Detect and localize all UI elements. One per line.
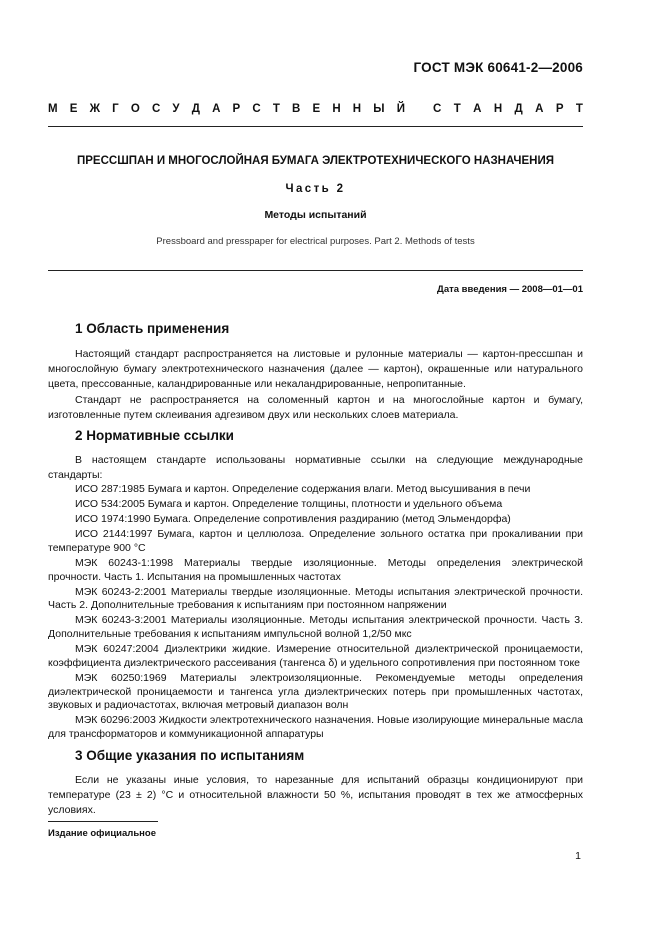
- official-edition-label: Издание официальное: [48, 828, 156, 839]
- footer-rule: [48, 821, 158, 822]
- reference-item: МЭК 60243-3:2001 Материалы изоляционные. Методы испытания электрической прочности. Часть 3. Дополнительные требования к испытаниям импульсной волной 1,2/50 мкс: [48, 614, 583, 641]
- standard-code: ГОСТ МЭК 60641-2—2006: [413, 60, 583, 75]
- reference-item: ИСО 2144:1997 Бумага, картон и целлюлоза. Определение зольного остатка при прокаливании при температуре 900 °C: [48, 527, 583, 554]
- paragraph: В настоящем стандарте использованы нормативные ссылки на следующие международные стандарты:: [48, 454, 583, 482]
- paragraph: Настоящий стандарт распространяется на листовые и рулонные материалы — картон-прессшпан и многослойную бумагу электротехнического назначения (далее — картон), окрашенные или натурального цвета, прессованные, каландрированные или некаландрированные, непропитанные.: [48, 348, 583, 391]
- paragraph: Если не указаны иные условия, то нарезанные для испытаний образцы кондиционируют при температуре (23 ± 2) °C и относительной влажности 50 %, испытания проводят в тех же атмосферных условиях.: [48, 774, 583, 817]
- reference-item: МЭК 60247:2004 Диэлектрики жидкие. Измерение относительной диэлектрической проницаемости, коэффициента диэлектрического рассеивания (тангенса δ) и удельного сопротивления при постоянном токе: [48, 643, 583, 669]
- standard-word: С Т А Н Д А Р Т: [433, 103, 583, 115]
- reference-item: МЭК 60243-1:1998 Материалы твердые изоляционные. Методы определения электрической прочности. Часть 1. Испытания на промышленных частотах: [48, 556, 583, 583]
- references-list: [48, 483, 583, 743]
- part-label: Часть 2: [285, 183, 346, 195]
- section-heading: 2 Нормативные ссылки: [75, 428, 234, 443]
- interstate-word: М Е Ж Г О С У Д А Р С Т В Е Н Н Ы Й: [48, 103, 405, 115]
- reference-item: ИСО 287:1985 Бумага и картон. Определение содержания влаги. Метод высушивания в печи: [75, 483, 531, 495]
- paragraph: Стандарт не распространяется на соломенный картон и на многослойные картон и бумагу, изготовленные путем склеивания адгезивом двух или нескольких слоев материала.: [48, 394, 583, 422]
- header-rule: [48, 126, 583, 127]
- reference-item: МЭК 60243-2:2001 Материалы твердые изоляционные. Методы испытания электрической прочности. Часть 2. Дополнительные требования к испытаниям при постоянном напряжении: [48, 585, 583, 612]
- section-heading: 3 Общие указания по испытаниям: [75, 748, 305, 763]
- english-title: Pressboard and presspaper for electrical purposes. Part 2. Methods of tests: [156, 236, 475, 247]
- page-number: 1: [575, 850, 581, 862]
- interstate-standard-banner: [48, 103, 583, 115]
- reference-item: МЭК 60296:2003 Жидкости электротехнического назначения. Новые изолирующие минеральные масла для трансформаторов и коммуникационной аппаратуры: [48, 714, 583, 741]
- reference-item: МЭК 60250:1969 Материалы электроизоляционные. Рекомендуемые методы определения диэлектрической проницаемости и тангенса угла диэлектрических потерь при промышленных частотах, звуковых и радиочастотах, включая метровый диапазон волн: [48, 671, 583, 712]
- section-heading: 1 Область применения: [75, 321, 230, 336]
- reference-item: ИСО 534:2005 Бумага и картон. Определение толщины, плотности и удельного объема: [75, 497, 503, 510]
- reference-item: ИСО 1974:1990 Бумага. Определение сопротивления раздиранию (метод Эльмендорфа): [75, 512, 511, 525]
- document-subtitle: Методы испытаний: [264, 209, 367, 221]
- document-title: ПРЕССШПАН И МНОГОСЛОЙНАЯ БУМАГА ЭЛЕКТРОТЕХНИЧЕСКОГО НАЗНАЧЕНИЯ: [76, 155, 554, 167]
- title-rule: [48, 270, 583, 271]
- date-of-introduction: Дата введения — 2008—01—01: [437, 284, 583, 295]
